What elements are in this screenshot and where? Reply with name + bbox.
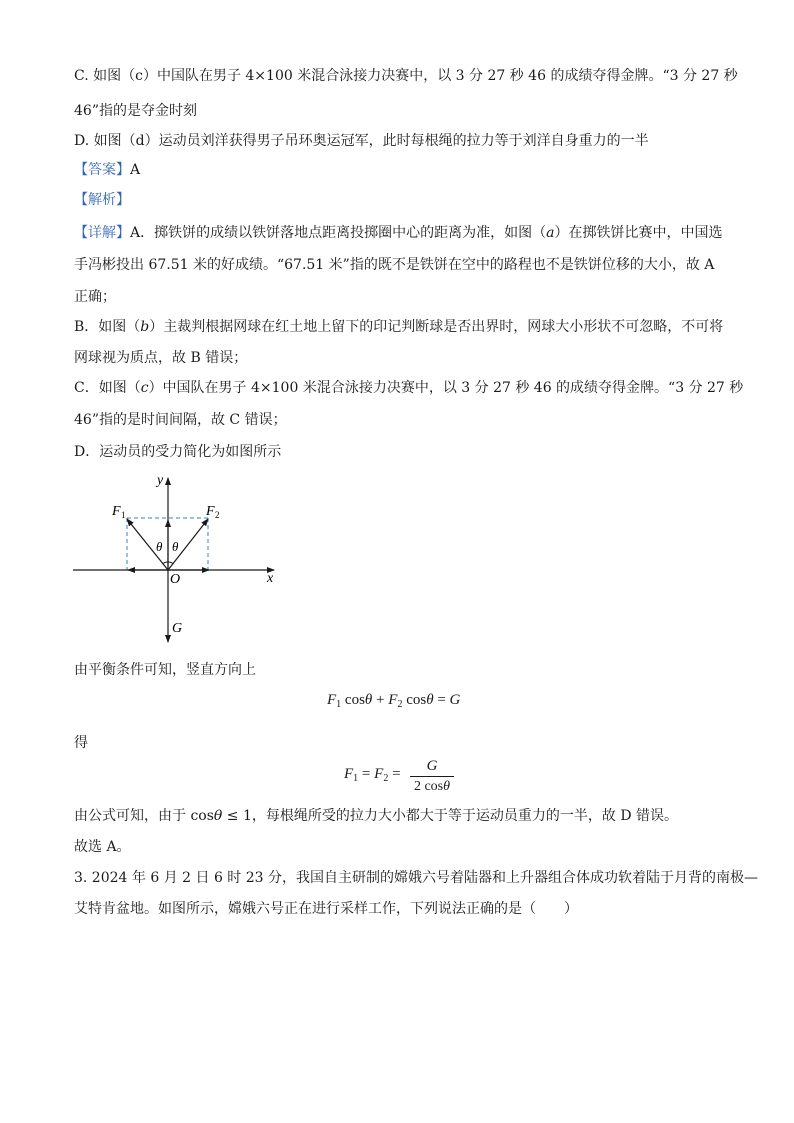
detail-text-1-tail: ）在掷铁饼比赛中，中国选 (554, 225, 723, 241)
fraction-denominator: 2 cosθ (413, 779, 451, 794)
option-c-line-1: C. 如图（c）中国队在男子 4×100 米混合泳接力决赛中，以 3 分 27 秒 46 的成绩夺得金牌。“3 分 27 秒 (74, 68, 738, 84)
fraction-numerator: G (426, 758, 438, 774)
angle-arc-right (168, 562, 174, 564)
detail-text-1: A．掷铁饼的成绩以铁饼落地点距离投掷圈中心的距离为准，如图（ (130, 225, 547, 241)
b-tail: ）主裁判根据网球在红土地上留下的印记判断球是否出界时，网球大小形状不可忽略，不可将 (149, 319, 724, 335)
d-line-1: D．运动员的受力简化为如图所示 (74, 444, 282, 460)
b-var: b (140, 319, 150, 335)
b-line-1 (74, 317, 723, 337)
f2-subscript: 2 (215, 510, 220, 520)
equilibrium-formula: $F_1$ $\cos\theta + F_2$ cosθ = G (327, 692, 461, 710)
analysis-line (74, 190, 130, 210)
detail-line-3: 正确； (74, 289, 116, 305)
analysis-tag: 【解析】 (74, 192, 130, 208)
c-line-2: 46”指的是时间间隔，故 C 错误； (74, 412, 287, 428)
fraction-bar (410, 776, 454, 777)
detail-tag: 【详解】 (74, 225, 130, 241)
f2-label: F (206, 504, 215, 519)
detail-line-1 (74, 223, 722, 243)
c-tail: ）中国队在男子 4×100 米混合泳接力决赛中，以 3 分 27 秒 46 的成绩夺得金牌。“3 分 27 秒 (148, 380, 744, 396)
c-head: C．如图（ (74, 380, 141, 396)
conclusion-line: 由公式可知，由于 cosθ ≤ 1，每根绳所受的拉力大小都大于等于运动员重力的一半，故 D 错误。 (74, 808, 679, 824)
theta-right: θ (172, 539, 179, 554)
detail-var-a: a (546, 225, 555, 241)
force-diagram (60, 466, 290, 648)
balance-line: 由平衡条件可知，竖直方向上 (74, 662, 256, 678)
b-line-2: 网球视为质点，故 B 错误； (74, 350, 248, 366)
f1-label: F (112, 504, 121, 519)
f1-subscript: 1 (121, 510, 126, 520)
choose-line: 故选 A。 (74, 839, 131, 855)
y-label: y (157, 473, 164, 488)
x-label: x (267, 571, 274, 586)
option-c-line-2: 46”指的是夺金时刻 (74, 103, 197, 119)
b-head: B．如图（ (74, 319, 141, 335)
question-3-line-1: 3. 2024 年 6 月 2 日 6 时 23 分，我国自主研制的嫦娥六号着陆器和上升器组合体成功软着陆于月背的南极— (74, 870, 759, 886)
tension-fraction (410, 757, 454, 796)
get-line: 得 (74, 735, 88, 751)
question-3-line-2: 艾特肯盆地。如图所示，嫦娥六号正在进行采样工作，下列说法正确的是（ ） (74, 901, 578, 917)
answer-tag: 【答案】 (74, 162, 130, 178)
c-line-1 (74, 378, 743, 398)
answer-line (74, 160, 140, 180)
angle-arc-left (163, 562, 169, 564)
option-d-line: D. 如图（d）运动员刘洋获得男子吊环奥运冠军，此时每根绳的拉力等于刘洋自身重力的一半 (74, 133, 649, 149)
tension-formula-left: $F_1 = F_2$ = (344, 766, 401, 784)
answer-value: A (130, 162, 141, 178)
theta-left: θ (156, 539, 163, 554)
g-label: G (172, 621, 183, 636)
detail-line-2: 手冯彬投出 67.51 米的好成绩。“67.51 米”指的既不是铁饼在空中的路程也不是铁饼位移的大小，故 A (74, 257, 715, 273)
origin-label: O (170, 572, 181, 587)
c-var: c (140, 380, 149, 396)
